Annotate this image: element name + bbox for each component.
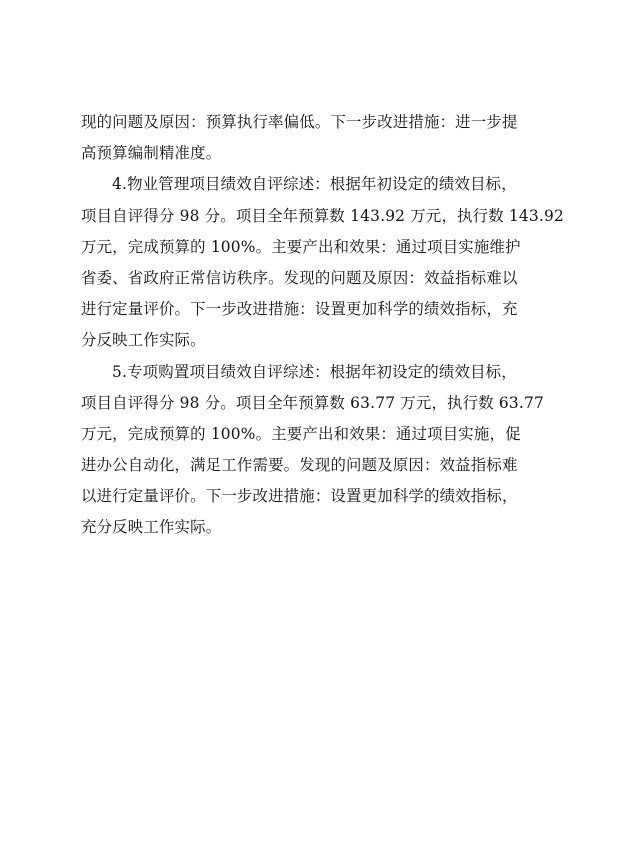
text-line: 省委、省政府正常信访秩序。发现的问题及原因：效益指标难以 — [81, 268, 518, 287]
paragraph-continued — [81, 107, 551, 169]
text-line: 进行定量评价。下一步改进措施：设置更加科学的绩效指标，充 — [81, 300, 518, 319]
text-line: 项目自评得分 98 分。项目全年预算数 63.77 万元，执行数 63.77 — [81, 393, 544, 412]
text-line: 分反映工作实际。 — [81, 331, 206, 350]
text-line: 5.专项购置项目绩效自评综述：根据年初设定的绩效目标， — [112, 362, 517, 381]
text-line: 万元，完成预算的 100%。主要产出和效果：通过项目实施维护 — [81, 237, 521, 256]
text-line: 项目自评得分 98 分。项目全年预算数 143.92 万元，执行数 143.92 — [81, 206, 564, 225]
text-line: 万元，完成预算的 100%。主要产出和效果：通过项目实施，促 — [81, 424, 521, 443]
text-line: 充分反映工作实际。 — [81, 518, 222, 537]
text-line: 进办公自动化，满足工作需要。发现的问题及原因：效益指标难 — [81, 456, 518, 475]
text-line: 高预算编制精准度。 — [81, 144, 222, 163]
text-line: 现的问题及原因：预算执行率偏低。下一步改进措施：进一步提 — [81, 113, 518, 131]
paragraph-special-purchase — [81, 357, 551, 544]
document-body — [81, 107, 564, 544]
text-line: 4.物业管理项目绩效自评综述：根据年初设定的绩效目标， — [112, 175, 517, 194]
paragraph-property-management — [81, 169, 564, 356]
text-line: 以进行定量评价。下一步改进措施：设置更加科学的绩效指标， — [81, 487, 518, 506]
